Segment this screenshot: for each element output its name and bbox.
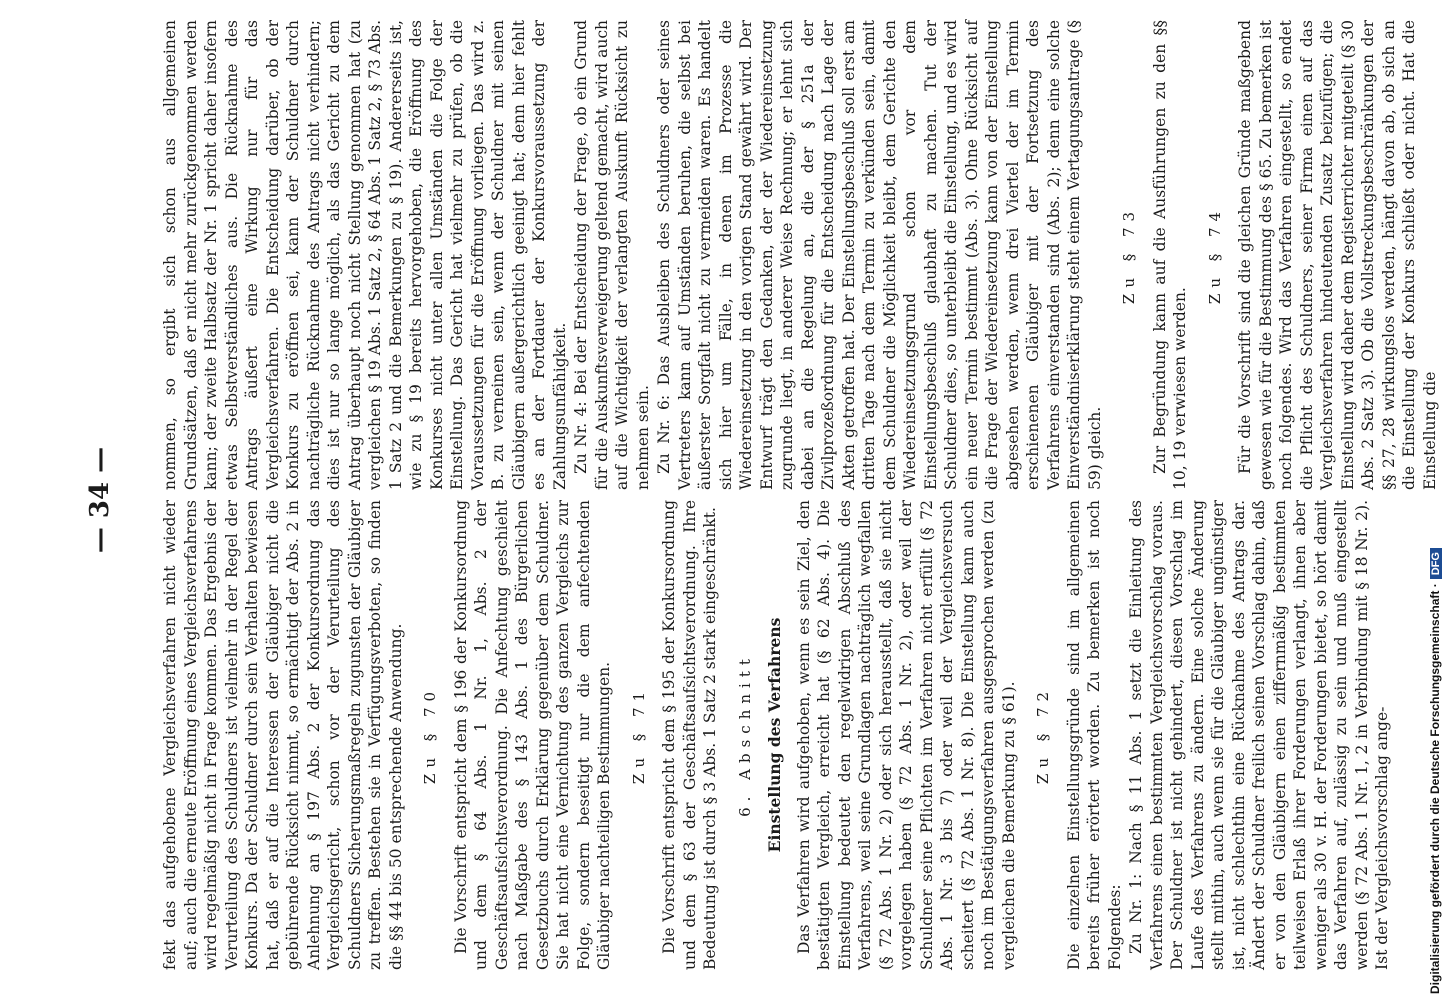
paragraph: Die Vorschrift entspricht dem § 195 der Konkursordnung und dem § 63 der Geschäftsaufsichtsverordnung. Ihre Bedeutung ist durch § 3 Abs. 1 Satz 2 stark eingeschränkt. [660,500,719,970]
paragraph: nommen, so ergibt sich schon aus allgemeinen Grundsätzen, daß er nicht mehr zurückgenommen werden kann; der zweite Halbsatz der Nr. 1 spricht daher insofern etwas Selbstverständliches aus. Die Rücknahme des Antrags äußert eine Wirkung nur für das Vergleichsverfahren. Die Entscheidung darüber, ob der Konkurs zu eröffnen sei, kann der Schuldner durch nachträgliche Rücknahme des Antrags nicht verhindern; dies ist nur so lange möglich, als das Gericht zu dem Antrag überhaupt noch nicht Stellung genommen hat (zu vergleichen § 19 Abs. 1 Satz 2, § 64 Abs. 1 Satz 2, § 73 Abs. 1 Satz 2 und die Bemerkungen zu § 19). Andererseits ist, wie zu § 19 bereits hervorgehoben, die Eröffnung des Konkurses nicht unter allen Umständen die Folge der Einstellung. Das Gericht hat vielmehr zu prüfen, ob die Voraussetzungen für die Eröffnung vorliegen. Das wird z. B. zu verneinen sein, wenn der Schuldner mit seinen Gläubigern außergerichtlich geeinigt hat; denn hier fehlt es an der Fortdauer der Konkursvoraussetzung der Zahlungsunfähigkeit. [161,20,569,490]
digitization-note-text: Digitalisierung gefördert durch die Deutsche Forschungsgemeinschaft · [1428,583,1442,994]
paragraph: Das Verfahren wird aufgehoben, wenn es sein Ziel, den bestätigten Vergleich, erreicht hat (§ 62 Abs. 4). Die Einstellung bedeutet den regelwidrigen Abschluß des Verfahrens, weil seine Grundlagen nachträglich wegfallen (§ 72 Abs. 1 Nr. 2) oder sich herausstellt, daß sie nicht vorgelegen haben (§ 72 Abs. 1 Nr. 2), oder weil der Schuldner seine Pflichten im Verfahren nicht erfüllt (§ 72 Abs. 1 Nr. 3 bis 7) oder weil der Vergleichsversuch scheitert (§ 72 Abs. 1 Nr. 8). Die Einstellung kann auch noch im Bestätigungsverfahren ausgesprochen werden (zu vergleichen die Bemerkung zu § 61). [794,500,1018,970]
paragraph: Zu Nr. 1: Nach § 11 Abs. 1 setzt die Einleitung des Verfahrens einen bestimmten Vergleichsvorschlag voraus. Der Schuldner ist nicht gehindert, diesen Vorschlag im Laufe des Verfahrens zu ändern. Eine solche Änderung stellt mithin, auch wenn sie für die Gläubiger ungünstiger ist, nicht schlechthin eine Rücknahme des Antrags dar. Ändert der Schuldner freilich seinen Vorschlag dahin, daß er von den Gläubigern einen ziffernmäßig bestimmten teilweisen Erlaß ihrer Forderungen verlangt, ihnen aber weniger als 30 v. H. der Forderungen bietet, so hört damit das Verfahren auf, zulässig zu sein und muß eingestellt werden (§ 72 Abs. 1 Nr. 1, 2 in Verbindung mit § 18 Nr. 2). Ist der Vergleichsvorschlag ange- [1127,500,1391,970]
paragraph: Die einzelnen Einstellungsgründe sind im allgemeinen bereits früher erörtert worden. Zu bemerken ist noch Folgendes: [1064,500,1124,970]
paragraph: Die Vorschrift entspricht dem § 196 der Konkursordnung und dem § 64 Abs. 1 Nr. 1, Abs. 2 der Geschäftsaufsichtsverordnung. Die Anfechtung geschieht nach Maßgabe des § 143 Abs. 1 des Bürgerlichen Gesetzbuchs durch Erklärung gegenüber dem Schuldner. Sie hat nicht eine Vernichtung des ganzen Vergleichs zur Folge, sondern beseitigt nur die dem anfechtenden Gläubiger nachteiligen Bestimmungen. [451,500,613,970]
dfg-logo: DFG [1430,548,1442,579]
page-number: — 34 — [85,446,115,554]
section-heading: Zu § 70 [421,685,439,785]
section-heading: Zu § 74 [1205,205,1224,305]
section-heading: Zu § 71 [629,685,648,785]
paragraph: Für die Vorschrift sind die gleichen Gründe maßgebend gewesen wie für die Bestimmung des § 65. Zu bemerken ist noch folgendes. Wird das Verfahren eingestellt, so endet die Pflicht des Schuldners, seiner Firma einen auf das Vergleichsverfahren hindeutenden Zusatz beizufügen; die Einstellung wird daher dem Registerrichter mitgeteilt (§ 30 Abs. 2 Satz 3). Ob die Vollstreckungsbeschränkungen der §§ 27, 28 wirkungslos werden, hängt davon ab, ob sich an die Einstellung der Konkurs schließt oder nicht. Hat die Einstellung die [1236,20,1439,490]
section-heading: 6. Abschnitt [735,653,754,817]
paragraph: Zur Begründung kann auf die Ausführungen zu den §§ 10, 19 verwiesen werden. [1150,20,1189,490]
left-text-column [160,500,1391,970]
chapter-title: Einstellung des Verfahrens [765,617,784,853]
paragraph: fekt das aufgehobene Vergleichsverfahren nicht wieder auf; auch die erneute Eröffnung eines Vergleichsverfahrens wird regelmäßig nicht in Frage kommen. Das Ergebnis der Verurteilung des Schuldners ist vielmehr in der Regel der Konkurs. Da der Schuldner durch sein Verhalten bewiesen hat, daß er auf die Interessen der Gläubiger nicht die gebührende Rücksicht nimmt, so ermächtigt der Abs. 2 in Anlehnung an § 197 Abs. 2 der Konkursordnung das Vergleichsgericht, schon vor der Verurteilung des Schuldners Sicherungsmaßregeln zugunsten der Gläubiger zu treffen. Bestehen sie in Verfügungsverboten, so finden die §§ 44 bis 50 entsprechende Anwendung. [161,500,405,970]
right-text-column [160,20,1439,490]
digitization-note [1408,8,1442,1000]
section-heading: Zu § 73 [1120,205,1138,305]
paragraph: Zu Nr. 6: Das Ausbleiben des Schuldners oder seines Vertreters kann auf Umständen beruhen, die selbst bei äußerster Sorgfalt nicht zu vermeiden waren. Es handelt sich hier um Fälle, in denen im Prozesse die Wiedereinsetzung in den vorigen Stand gewährt wird. Der Entwurf trägt den Gedanken, der der Wiedereinsetzung zugrunde liegt, in anderer Weise Rechnung; er lehnt sich dabei an die Regelung an, die der § 251a der Zivilprozeßordnung für die Entscheidung nach Lage der Akten getroffen hat. Der Einstellungsbeschluß soll erst am dritten Tage nach dem Termin zu verkünden sein, damit dem Schuldner die Möglichkeit bleibt, dem Gerichte den Wiedereinsetzungsgrund schon vor dem Einstellungsbeschluß glaubhaft zu machen. Tut der Schuldner dies, so unterbleibt die Einstellung, und es wird ein neuer Termin bestimmt (Abs. 3). Ohne Rücksicht auf die Frage der Wiedereinsetzung kann von der Einstellung abgesehen werden, wenn drei Viertel der im Termin erschienenen Gläubiger mit der Fortsetzung des Verfahrens einverstanden sind (Abs. 2); denn eine solche Einverständniserklärung steht einem Vertagungsantrage (§ 59) gleich. [655,20,1104,490]
paragraph: Zu Nr. 4: Bei der Entscheidung der Frage, ob ein Grund für die Auskunftsverweigerung geltend gemacht, wird auch auf die Wichtigkeit der verlangten Auskunft Rücksicht zu nehmen sein. [572,20,652,490]
section-heading: Zu § 72 [1034,685,1052,785]
